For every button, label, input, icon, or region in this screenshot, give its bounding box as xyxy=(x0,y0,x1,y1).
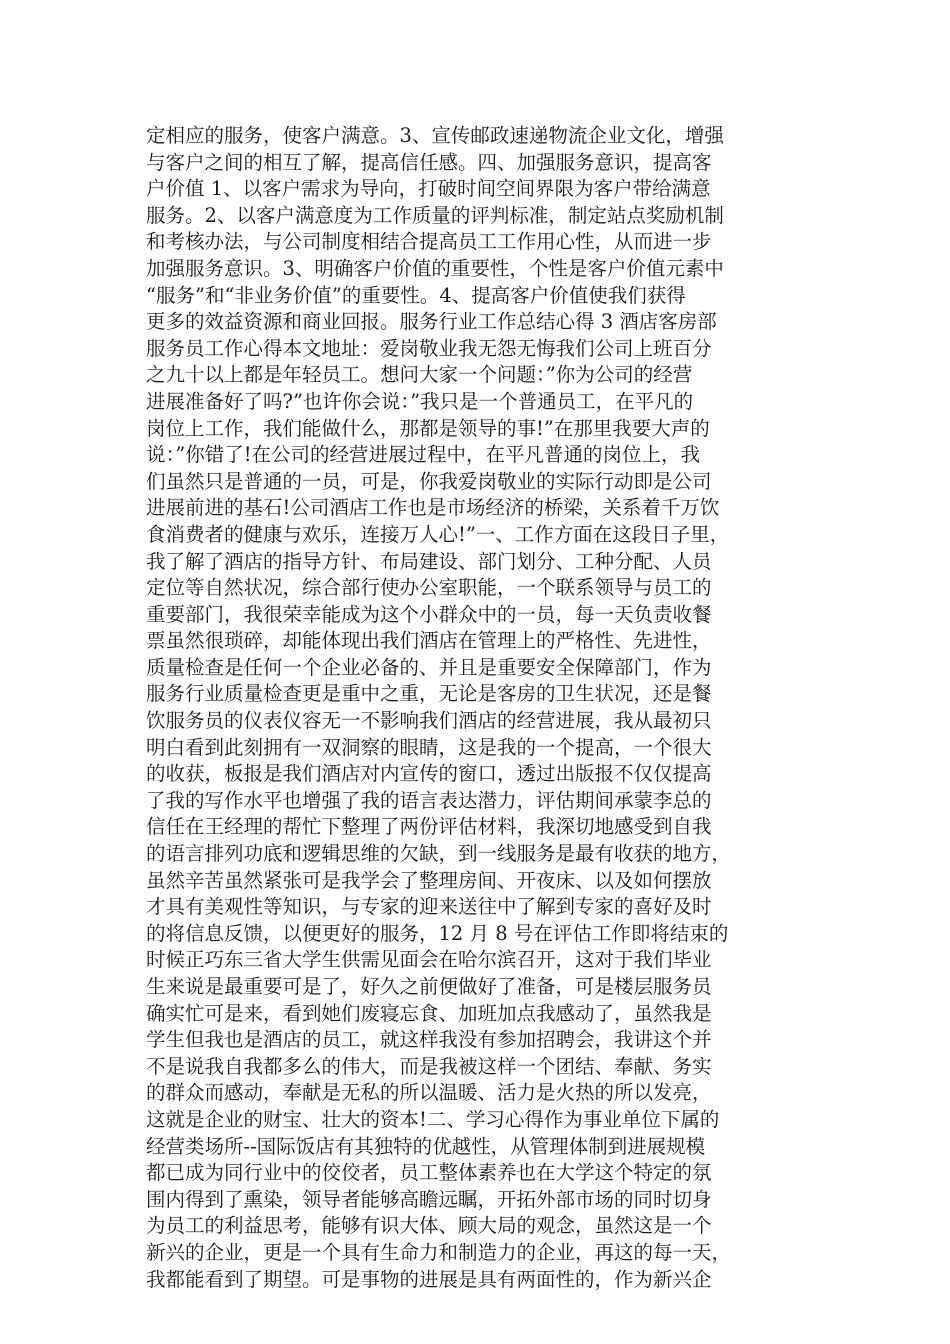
text-line: 的收获，板报是我们酒店对内宣传的窗口，透过出版报不仅仅提高 xyxy=(146,762,712,786)
text-line: 这就是企业的财宝、壮大的资本!二、学习心得作为事业单位下属的 xyxy=(146,1107,720,1131)
text-line: 为员工的利益思考，能够有识大体、顾大局的观念，虽然这是一个 xyxy=(146,1214,712,1238)
text-line: 定相应的服务，使客户满意。3、宣传邮政速递物流企业文化，增强 xyxy=(146,124,724,147)
text-line: 和考核办法，与公司制度相结合提高员工工作用心性，从而进一步 xyxy=(146,230,712,254)
text-line: 更多的效益资源和商业回报。服务行业工作总结心得 3 酒店客房部 xyxy=(146,310,717,334)
text-line: “服务”和“非业务价值”的重要性。4、提高客户价值使我们获得 xyxy=(146,283,686,307)
text-line: 不是说我自我都多么的伟大，而是我被这样一个团结、奉献、务实 xyxy=(146,1054,712,1078)
text-line: 服务员工作心得本文地址：爱岗敬业我无怨无悔我们公司上班百分 xyxy=(146,336,712,360)
text-line: 了我的写作水平也增强了我的语言表达潜力，评估期间承蒙李总的 xyxy=(146,788,712,812)
text-line: 与客户之间的相互了解，提高信任感。四、加强服务意识，提高客 xyxy=(146,150,712,174)
body-text xyxy=(146,123,806,1293)
text-line: 信任在王经理的帮忙下整理了两份评估材料，我深切地感受到自我 xyxy=(146,815,712,839)
text-line: 都已成为同行业中的佼佼者，员工整体素养也在大学这个特定的氛 xyxy=(146,1161,712,1185)
text-line: 进展准备好了吗?”也许你会说：”我只是一个普通员工，在平凡的 xyxy=(146,389,694,413)
text-line: 确实忙可是来，看到她们废寝忘食、加班加点我感动了，虽然我是 xyxy=(146,1001,712,1025)
text-line: 进展前进的基石!公司酒店工作也是市场经济的桥梁，关系着千万饮 xyxy=(146,496,720,520)
text-line: 我都能看到了期望。可是事物的进展是具有两面性的，作为新兴企 xyxy=(146,1267,712,1291)
text-line: 才具有美观性等知识，与专家的迎来送往中了解到专家的喜好及时 xyxy=(146,895,712,919)
text-line: 虽然辛苦虽然紧张可是我学会了整理房间、开夜床、以及如何摆放 xyxy=(146,868,712,892)
text-line: 说：”你错了!在公司的经营进展过程中，在平凡普通的岗位上，我 xyxy=(146,443,701,467)
text-line: 加强服务意识。3、明确客户价值的重要性，个性是客户价值元素中 xyxy=(146,256,724,280)
text-line: 饮服务员的仪表仪容无一不影响我们酒店的经营进展，我从最初只 xyxy=(146,709,712,733)
text-line: 食消费者的健康与欢乐，连接万人心!”一、工作方面在这段日子里， xyxy=(146,522,730,546)
text-line: 生来说是最重要可是了，好久之前便做好了准备，可是楼层服务员 xyxy=(146,975,712,998)
text-line: 的群众而感动，奉献是无私的所以温暖、活力是火热的所以发亮， xyxy=(146,1081,712,1105)
text-line: 服务。2、以客户满意度为工作质量的评判标准，制定站点奖励机制 xyxy=(146,203,724,227)
text-line: 岗位上工作，我们能做什么，那都是领导的事!”在那里我要大声的 xyxy=(146,416,710,440)
text-line: 重要部门，我很荣幸能成为这个小群众中的一员，每一天负责收餐 xyxy=(146,602,712,626)
text-line: 围内得到了熏染，领导者能够高瞻远瞩，开拓外部市场的同时切身 xyxy=(146,1187,712,1211)
text-line: 票虽然很琐碎，却能体现出我们酒店在管理上的严格性、先进性， xyxy=(146,629,712,653)
text-line: 我了解了酒店的指导方针、布局建设、部门划分、工种分配、人员 xyxy=(146,549,712,573)
text-line: 新兴的企业，更是一个具有生命力和制造力的企业，再这的每一天， xyxy=(146,1240,732,1264)
text-line: 们虽然只是普通的一员，可是，你我爱岗敬业的实际行动即是公司 xyxy=(146,469,712,493)
text-line: 明白看到此刻拥有一双洞察的眼睛，这是我的一个提高，一个很大 xyxy=(146,735,712,759)
text-line: 学生但我也是酒店的员工，就这样我没有参加招聘会，我讲这个并 xyxy=(146,1028,712,1052)
text-line: 时候正巧东三省大学生供需见面会在哈尔滨召开，这对于我们毕业 xyxy=(146,948,712,972)
text-line: 的语言排列功底和逻辑思维的欠缺，到一线服务是最有收获的地方， xyxy=(146,842,732,866)
text-line: 之九十以上都是年轻员工。想问大家一个问题：”你为公司的经营 xyxy=(146,363,693,387)
text-line: 服务行业质量检查更是重中之重，无论是客房的卫生状况，还是餐 xyxy=(146,682,712,706)
text-line: 定位等自然状况，综合部行使办公室职能，一个联系领导与员工的 xyxy=(146,576,712,600)
text-line: 经营类场所--国际饭店有其独特的优越性，从管理体制到进展规模 xyxy=(146,1134,706,1158)
text-line: 户价值 1、以客户需求为导向，打破时间空间界限为客户带给满意 xyxy=(146,177,711,201)
text-line: 的将信息反馈，以便更好的服务，12 月 8 号在评估工作即将结束的 xyxy=(146,921,729,945)
text-line: 质量检查是任何一个企业必备的、并且是重要安全保障部门，作为 xyxy=(146,655,712,679)
